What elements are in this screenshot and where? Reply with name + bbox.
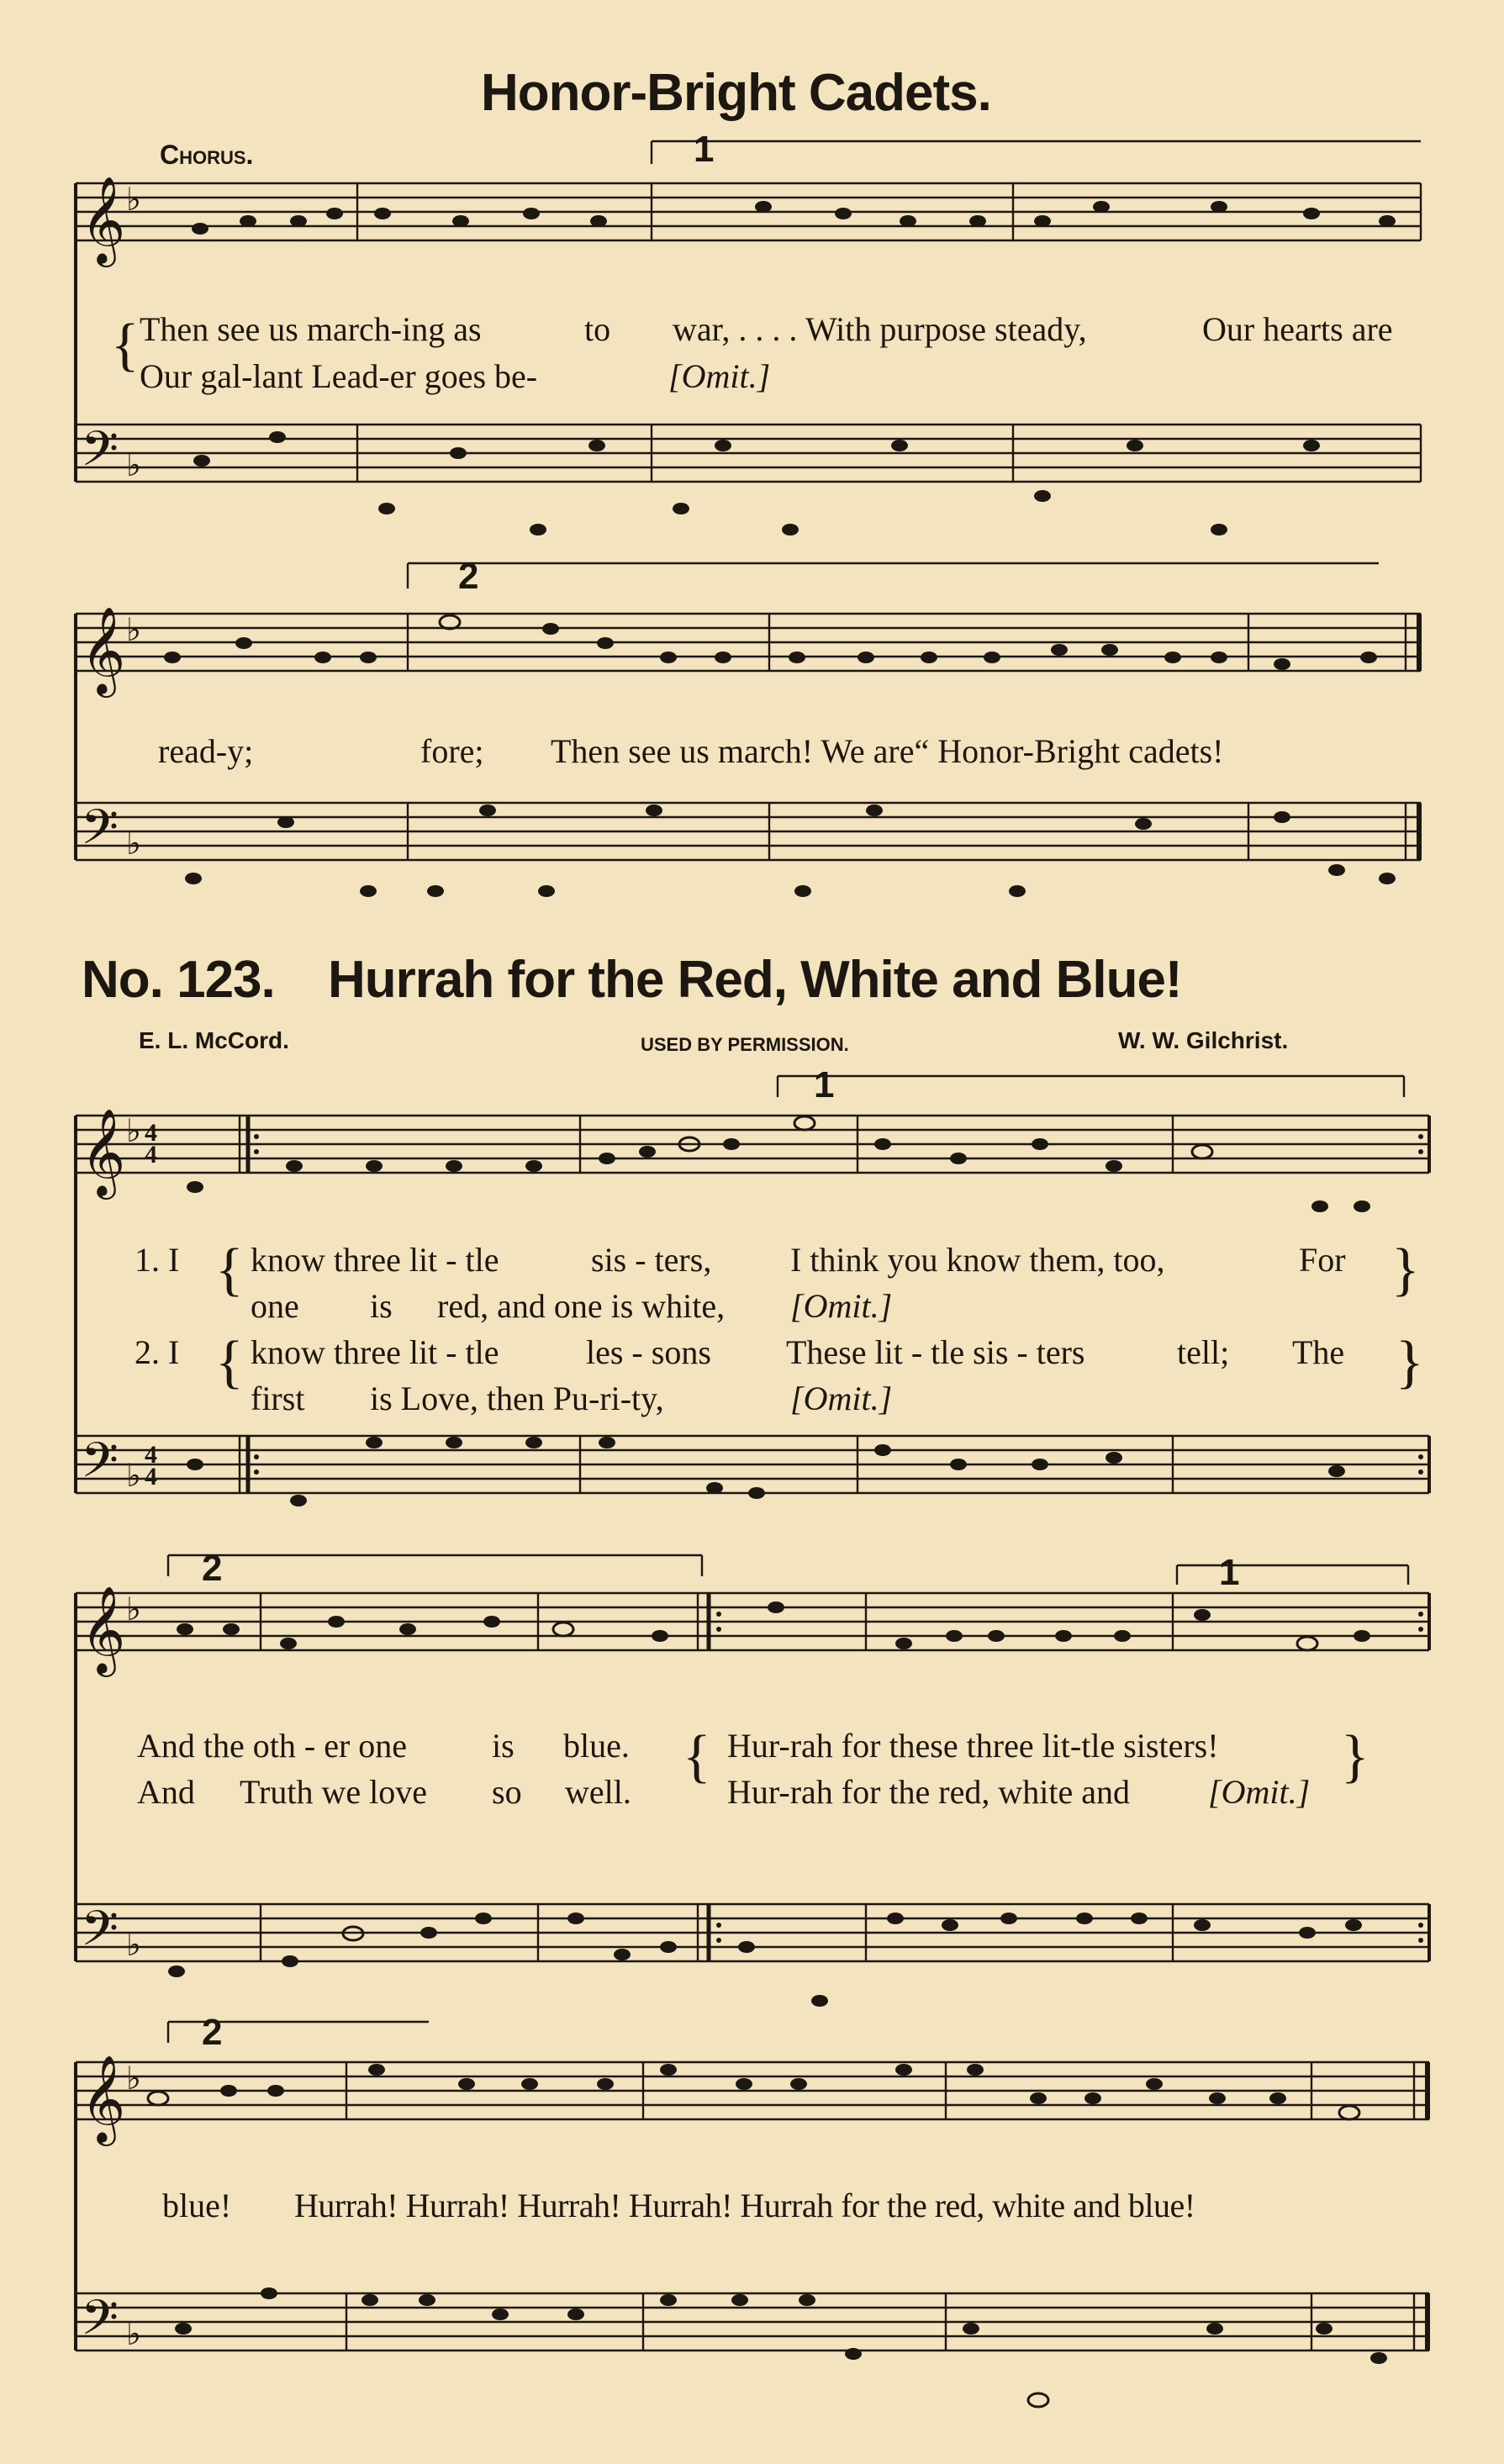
v1-b1: one [251,1287,299,1325]
v2-a2: les - sons [586,1333,711,1371]
v2-brace-right: } [1396,1330,1424,1395]
song2-title: Hurrah for the Red, White and Blue! [328,951,1182,1009]
s2-l2-r1: Hur-rah for these three lit-tle sisters! [727,1727,1219,1765]
s1-l2-w2: fore; [420,732,484,770]
v1-b2: is [370,1287,393,1325]
s2-l2-l2b: Truth we love [240,1773,427,1811]
v1-brace-right: } [1391,1237,1420,1302]
s2-l2-l1: And the oth - er one [137,1727,408,1765]
svg-text:𝄢: 𝄢 [81,799,119,868]
svg-text:4: 4 [145,1141,157,1169]
s1-l1-w2: to [584,310,611,348]
s2-l2-l2: And [137,1773,195,1811]
s2-l2-brace-right: } [1341,1724,1369,1789]
song1-volta2: 2 [458,556,479,597]
song2-permission: USED BY PERMISSION. [641,1034,849,1055]
svg-text:4: 4 [145,1463,157,1491]
song1-title: Honor-Bright Cadets. [481,64,991,122]
svg-text:♭: ♭ [126,1457,141,1494]
s2-l3-w1: blue! [162,2187,232,2224]
v2-brace: { [215,1330,244,1395]
v1-omit: [Omit.] [790,1287,893,1325]
svg-text:♭: ♭ [126,611,141,648]
svg-text:𝄞: 𝄞 [81,1108,126,1196]
svg-text:♭: ♭ [126,825,141,862]
song2-s2-volta1: 1 [1219,1552,1240,1593]
svg-text:♭: ♭ [126,446,141,483]
v1-a1: know three lit - tle [251,1241,499,1279]
svg-text:𝄢: 𝄢 [81,420,119,489]
svg-text:𝄞: 𝄞 [81,1586,126,1674]
s2-l2-l1c: blue. [563,1727,630,1765]
v2-a1: know three lit - tle [251,1333,499,1371]
v1-a3: I think you know them, too, [790,1241,1165,1279]
song2-s3-volta2: 2 [202,2012,223,2053]
svg-text:4: 4 [145,1119,157,1147]
svg-text:♭: ♭ [126,1926,141,1963]
svg-text:𝄞: 𝄞 [81,606,126,694]
svg-text:𝄢: 𝄢 [81,1432,119,1501]
svg-text:♭: ♭ [126,181,141,218]
svg-text:♭: ♭ [126,1591,141,1628]
svg-text:♭: ♭ [126,1112,141,1149]
song2-s1-volta1: 1 [814,1064,835,1105]
svg-text:♭: ♭ [126,2060,141,2097]
v1-a2: sis - ters, [591,1241,712,1279]
v2-a3: These lit - tle sis - ters [786,1333,1085,1371]
v2-b1: first [251,1380,305,1417]
v2-a4: tell; [1177,1333,1230,1371]
s1-l1-w1: Then see us march-ing as [140,310,482,348]
s2-l2-omit: [Omit.] [1208,1773,1311,1811]
v1-b3: red, and one is white, [437,1287,726,1325]
song2-composer: W. W. Gilchrist. [1118,1027,1289,1053]
s2-l2-l2d: well. [565,1773,631,1811]
v1-brace: { [215,1237,244,1302]
s1-l2-w3: Then see us march! We are“ Honor-Bright cadets! [551,732,1224,770]
v2-a5: The [1292,1333,1345,1371]
chorus-label: Chorus. [160,140,254,170]
v2-num: 2. I [135,1333,180,1371]
svg-text:𝄢: 𝄢 [81,2289,119,2358]
s1-l1b-omit: [Omit.] [668,357,771,395]
s1-l1-w4: With purpose steady, [805,310,1087,348]
s1-l1-w3: war, . . . . [673,310,798,348]
v1-a4: For [1299,1241,1346,1279]
verse-brace: { [111,313,140,377]
svg-text:♭: ♭ [126,2315,141,2352]
v1-num: 1. I [135,1241,180,1279]
s2-l2-r2: Hur-rah for the red, white and [727,1773,1131,1811]
s2-l3-w2: Hurrah! Hurrah! Hurrah! Hurrah! Hurrah for the red, white and blue! [294,2187,1195,2224]
song1-volta1: 1 [694,129,715,170]
song2-s2-volta2: 2 [202,1548,223,1589]
s2-l2-l2c: so [492,1773,522,1811]
s1-l1-w5: Our hearts are [1202,310,1393,348]
song2-author: E. L. McCord. [139,1027,289,1053]
s2-l2-l1b: is [492,1727,515,1765]
song2-number: No. 123. [82,951,275,1009]
v2-b2: is Love, then Pu-ri-ty, [370,1380,664,1417]
svg-text:𝄞: 𝄞 [81,2055,126,2143]
s2-l2-brace: { [683,1724,711,1789]
svg-text:𝄢: 𝄢 [81,1900,119,1969]
svg-text:𝄞: 𝄞 [81,176,126,264]
s1-l2-w1: read-y; [158,732,254,770]
v2-omit: [Omit.] [790,1380,893,1417]
s1-l1b-w1: Our gal-lant Lead-er goes be- [140,357,538,395]
svg-text:4: 4 [145,1441,157,1469]
